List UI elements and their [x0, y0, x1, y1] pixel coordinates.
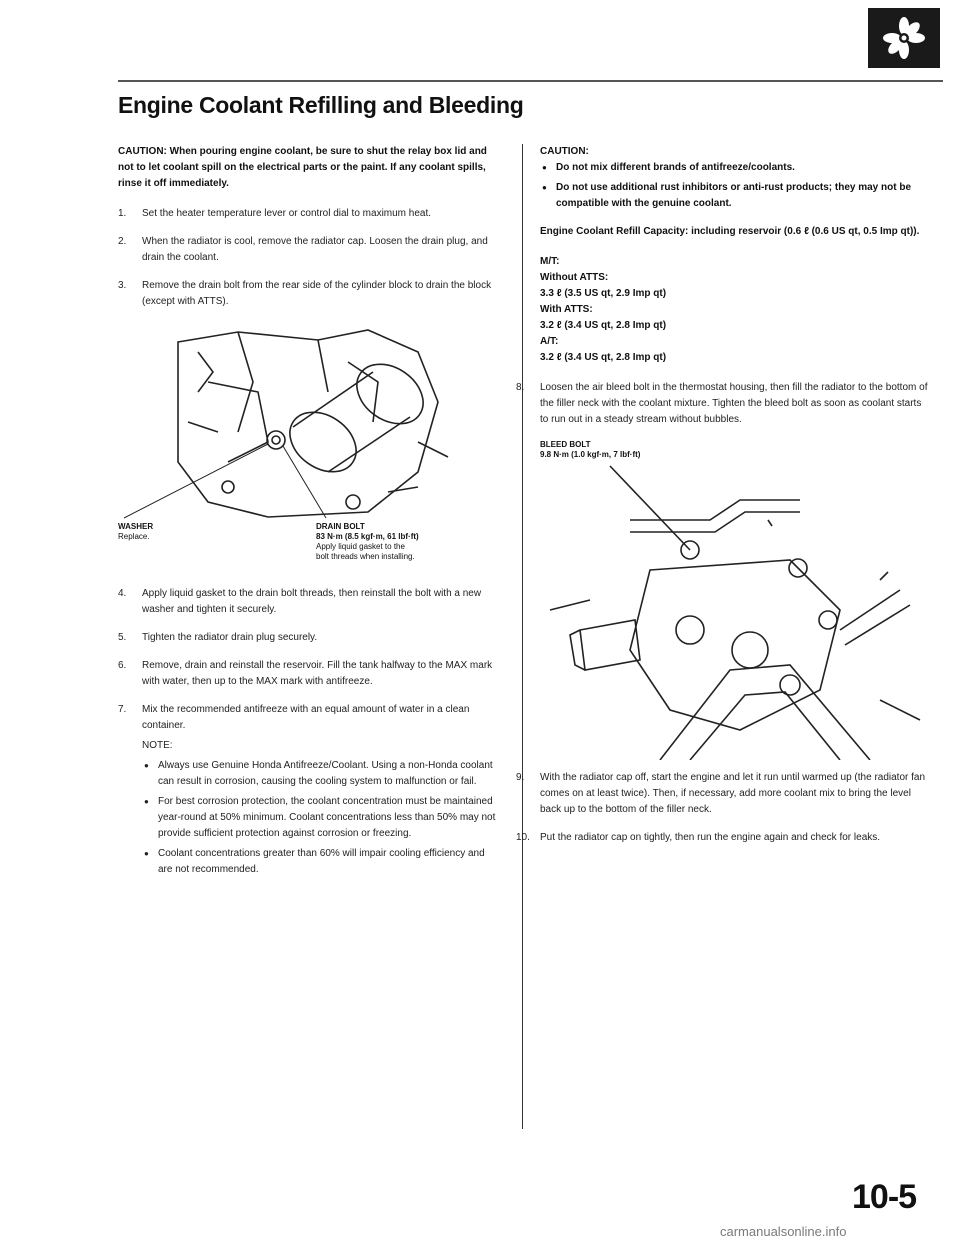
bleed-bolt-figure [540, 440, 932, 760]
step-4: 4. Apply liquid gasket to the drain bolt threads, then reinstall the bolt with a new washer and tighten it securely. [118, 588, 482, 615]
right-column [516, 144, 932, 858]
step-9: 9. With the radiator cap off, start the engine and let it run until warmed up (the radiator fan comes on at least twice). Then, if necessary, add more coolant mix to bring the level back up to the bottom of the filler neck. [516, 772, 926, 815]
step-3: 3. Remove the drain bolt from the rear side of the cylinder block to drain the block (except with ATTS). [118, 280, 492, 307]
note-bullet: ● For best corrosion protection, the coolant concentration must be maintained year-round at 50% minimum. Coolant concentrations less than 50% may not provide sufficient protection against corrosion or freezing. [142, 794, 500, 842]
note-bullet: ● Coolant concentrations greater than 60% will impair cooling efficiency and are not recommended. [142, 846, 500, 878]
bleed-bolt-label: BLEED BOLT 9.8 N·m (1.0 kgf·m, 7 lbf·ft) [540, 440, 641, 459]
caution-bullet: ● Do not use additional rust inhibitors or anti-rust products; they may not be compatible with the genuine coolant. [540, 180, 932, 212]
step-7: 7. Mix the recommended antifreeze with an equal amount of water in a clean container. NOTE: ● Always use Genuine Honda Antifreeze/Coolant. Using a non-Honda coolant can result in corrosion, causing the cooling system to malfunction or fail. ● For best corrosion protection, the coolant concentration must be maintained year-round at 50% minimum. Coolant concentrations less than 50% may not provide sufficient protection against corrosion or freezing. ● Coolant concentrations greater than 60% will impair cooling efficiency and are not recommended. [118, 702, 500, 882]
cooling-fan-icon [868, 8, 940, 68]
step-6: 6. Remove, drain and reinstall the reservoir. Fill the tank halfway to the MAX mark with water, then up to the MAX mark with antifreeze. [118, 660, 493, 687]
step-8: 8. Loosen the air bleed bolt in the thermostat housing, then fill the radiator to the bottom of the filler neck with the coolant mixture. Tighten the bleed bolt as soon as coolant starts to run out in a steady stream without bubbles. [516, 382, 928, 425]
left-caution: CAUTION: When pouring engine coolant, be sure to shut the relay box lid and not to let coolant spill on the electrical parts or the paint. If any coolant spills, rinse it off immediately. [118, 146, 487, 189]
column-divider [522, 144, 523, 1129]
left-column [118, 144, 500, 894]
drain-bolt-figure [118, 322, 500, 578]
steps-list-right [516, 770, 932, 846]
washer-label: WASHER Replace. [118, 522, 154, 541]
capacity-specs: M/T: Without ATTS: 3.3 ℓ (3.5 US qt, 2.9 Imp qt) With ATTS: 3.2 ℓ (3.4 US qt, 2.8 Imp qt) A/T: 3.2 ℓ (3.4 US qt, 2.8 Imp qt) [540, 256, 667, 363]
drain-bolt-label: DRAIN BOLT 83 N·m (8.5 kgf·m, 61 lbf·ft) Apply liquid gasket to the bolt threads when installing. [316, 522, 419, 561]
step-10: 10. Put the radiator cap on tightly, then run the engine again and check for leaks. [516, 832, 881, 843]
step-5: 5. Tighten the radiator drain plug securely. [118, 632, 318, 643]
step-2: 2. When the radiator is cool, remove the radiator cap. Loosen the drain plug, and drain the coolant. [118, 236, 488, 263]
steps-list-b [118, 586, 500, 882]
header-rule [118, 80, 943, 82]
thermostat-housing-illustration [540, 460, 932, 760]
note-bullets [142, 758, 500, 878]
step-1: 1. Set the heater temperature lever or control dial to maximum heat. [118, 208, 432, 219]
note-title: NOTE: [142, 740, 173, 751]
note-bullet: ● Always use Genuine Honda Antifreeze/Coolant. Using a non-Honda coolant can result in corrosion, causing the cooling system to malfunction or fail. [142, 758, 500, 790]
engine-block-illustration [118, 322, 500, 522]
steps-list-a [118, 206, 500, 310]
refill-capacity: Engine Coolant Refill Capacity: including reservoir (0.6 ℓ (0.6 US qt, 0.5 Imp qt)). [540, 226, 920, 237]
caution-bullet: ● Do not mix different brands of antifreeze/coolants. [540, 160, 932, 176]
watermark-text: carmanualsonline.info [720, 1224, 847, 1239]
right-caution: CAUTION: ● Do not mix different brands of antifreeze/coolants. ● Do not use additional rust inhibitors or anti-rust products; they may not be compatible with the genuine coolant. [540, 144, 932, 212]
page-number: 10-5 [852, 1178, 917, 1216]
page-title: Engine Coolant Refilling and Bleeding [118, 92, 524, 118]
